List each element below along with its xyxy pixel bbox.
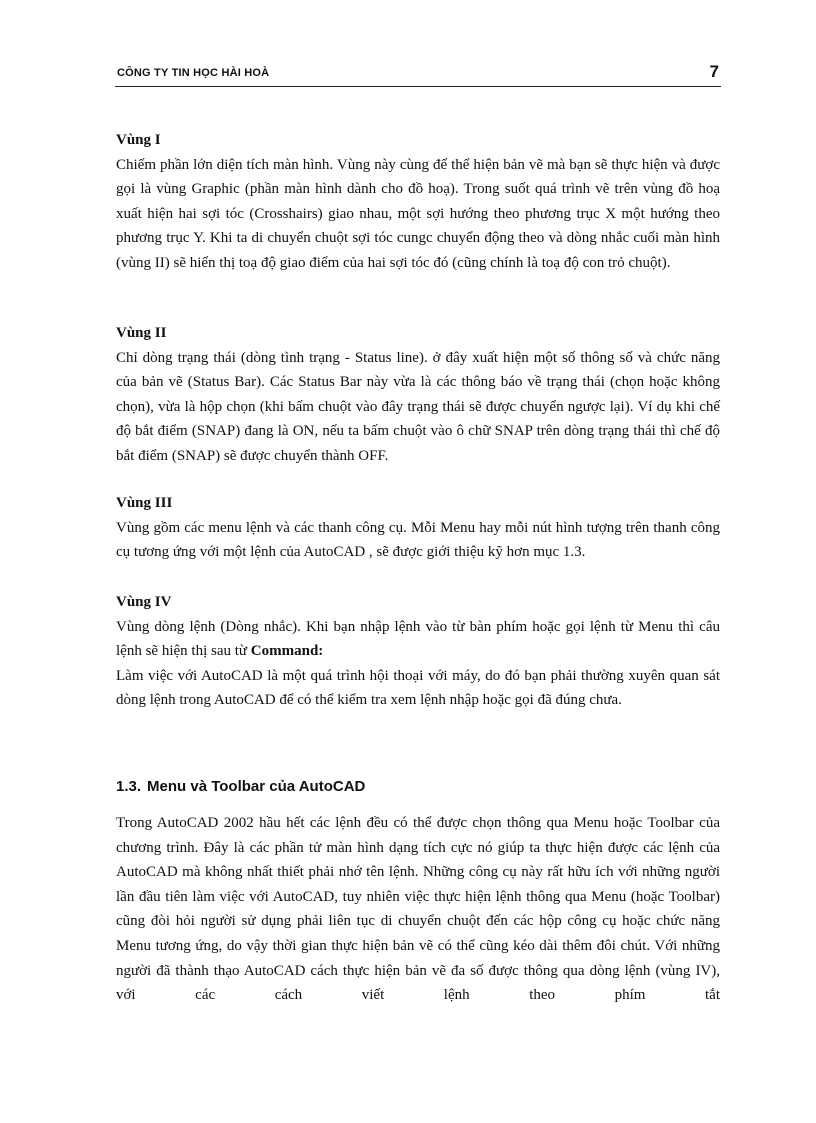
text-line: thông qua Menu (hoặc Toolbar) cũng đòi hỏi người sử dụng phải liên tục di chuyển chuột [116,888,720,930]
text-line: hoặc không chọn), vừa là hộp chọn (khi bấm chuột vào đây trạng thái sẽ được chuyển [116,374,721,415]
text-line: Trong AutoCAD 2002 hầu hết các lệnh đều có thể được chọn thông qua Menu hoặc [116,815,643,831]
page-number: 7 [709,62,719,81]
text-line: Chỉ dòng trạng thái (dòng tình trạng - Status line). ở đây xuất hiện một số thông số và chức [116,349,686,366]
section-paragraph [116,346,720,469]
text-line: Toolbar của chương trình. Đây là các phần tử màn hình dạng tích cực nó giúp ta thực hiện [116,815,720,856]
text-line: và được gọi là vùng Graphic (phần màn hình dành cho đồ hoạ). Trong suốt quá trình vẽ trên [116,156,720,198]
section-vung-1 [116,128,720,276]
text-line: được các lệnh của AutoCAD mà không nhất thiết phải nhớ tên lệnh. Những công cụ này rất [116,839,721,881]
text-line: đến các hộp công cụ hoặc chức năng Menu tương ứng, do vậy thời gian thực hiện bản vẽ có [116,913,721,954]
section-vung-4 [116,590,720,713]
heading-number: 1.3. [116,778,142,795]
section-title: Vùng I [116,132,161,148]
section-title: Vùng IV [116,594,172,610]
heading-title: Menu và Toolbar của AutoCAD [147,778,366,795]
paragraph-menu-toolbar [116,811,720,1008]
section-paragraph [116,516,720,565]
text-line: ngược lại). Ví dụ khi chế độ bắt điểm (SNAP) đang là ON, nếu ta bấm chuột vào ô chữ [116,398,721,440]
section-paragraph [116,153,720,276]
section-title: Vùng III [116,495,173,511]
text-line: thể cũng kéo dài thêm đôi chút. Với những người đã thành thạo AutoCAD cách thực hiện [116,937,721,979]
text-line: thì câu lệnh sẽ hiện thị sau từ [116,618,720,660]
section-paragraph [116,811,720,1008]
text-line: Chiếm phần lớn diện tích màn hình. Vùng này cùng để thể hiện bản vẽ mà bạn sẽ thực hiện [116,156,668,173]
section-heading [116,778,365,795]
text-line: và dòng nhắc cuối màn hình (vùng II) sẽ hiển thị toạ độ giao điểm của hai sợi tóc đó (cũng [116,230,721,271]
section-title: Vùng II [116,325,167,341]
text-line: thanh công cụ tương ứng với một lệnh của AutoCAD , sẽ được giới thiệu kỹ hơn mục 1.3. [116,519,721,561]
text-line: Làm việc với AutoCAD là một quá trình hội thoại với máy, do đó bạn phải thường xuyên [116,667,666,684]
section-vung-2 [116,321,720,469]
text-line: bản vẽ đa số được thông qua dòng lệnh (vùng IV), với các cách viết lệnh theo phím tắt [116,962,721,1004]
section-paragraph [116,664,720,713]
text-line: chính là toạ độ con trỏ chuột). [490,254,671,271]
text-line: Vùng dòng lệnh (Dòng nhắc). Khi bạn nhập lệnh vào từ bàn phím hoặc gọi lệnh từ Menu [116,618,674,635]
text-line: quan sát dòng lệnh trong AutoCAD để có thể kiểm tra xem lệnh nhập hoặc gọi đã đúng [116,667,721,709]
text-line: chưa. [589,692,622,709]
text-line: Vùng gồm các menu lệnh và các thanh công cụ. Mỗi Menu hay mỗi nút hình tượng trên [116,519,650,536]
company-name: CÔNG TY TIN HỌC HÀI HOÀ [117,67,270,79]
command-keyword: Command: [250,643,324,660]
page-header [115,64,721,87]
section-vung-3 [116,491,720,565]
text-line: vùng đồ hoạ xuất hiện hai sợi tóc (Crosshairs) giao nhau, một sợi hướng theo phương trục [116,181,721,222]
text-line: hữu ích với những người lần đầu tiên làm việc với AutoCAD, tuy nhiên việc thực hiện lệnh [116,864,720,905]
text-line: SNAP trên dòng trạng thái thì chế độ bắt điểm (SNAP) sẽ được chuyển thành OFF. [116,423,721,464]
text-line: năng của bản vẽ (Status Bar). Các Status Bar này vừa là các thông báo về trạng thái (chọn [116,349,721,391]
text-line: X một hướng theo phương trục Y. Khi ta di chuyển chuột sợi tóc cungc chuyển động theo [116,205,720,247]
section-paragraph [116,615,720,664]
